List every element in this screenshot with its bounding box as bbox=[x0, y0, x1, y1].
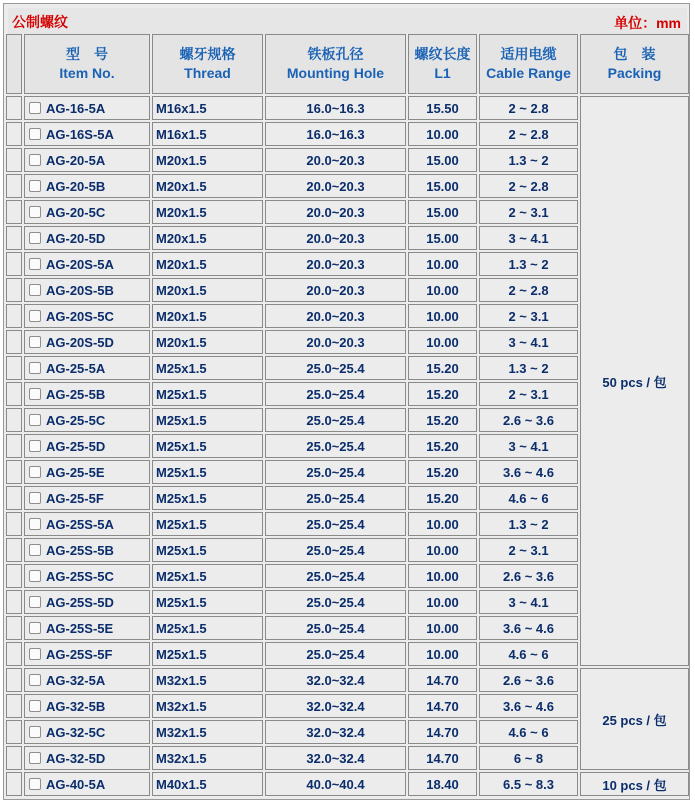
cable-range-cell: 6.5 ~ 8.3 bbox=[479, 772, 578, 796]
row-checkbox[interactable] bbox=[29, 544, 41, 556]
l1-cell: 10.00 bbox=[408, 538, 477, 562]
thread-cell: M25x1.5 bbox=[152, 616, 263, 640]
thread-cell: M25x1.5 bbox=[152, 564, 263, 588]
row-gutter bbox=[6, 200, 22, 224]
item-cell bbox=[24, 512, 150, 536]
cable-range-cell: 3.6 ~ 4.6 bbox=[479, 616, 578, 640]
mounting-hole-cell: 32.0~32.4 bbox=[265, 694, 406, 718]
row-gutter bbox=[6, 642, 22, 666]
item-number: AG-25-5B bbox=[46, 386, 106, 402]
cable-range-cell: 2 ~ 3.1 bbox=[479, 304, 578, 328]
thread-cell: M20x1.5 bbox=[152, 252, 263, 276]
l1-cell: 15.20 bbox=[408, 486, 477, 510]
table-row bbox=[6, 96, 689, 120]
item-cell bbox=[24, 694, 150, 718]
item-number: AG-20-5A bbox=[46, 152, 106, 168]
l1-cell: 14.70 bbox=[408, 746, 477, 770]
row-gutter bbox=[6, 174, 22, 198]
item-cell bbox=[24, 746, 150, 770]
mounting-hole-cell: 25.0~25.4 bbox=[265, 460, 406, 484]
item-number: AG-16S-5A bbox=[46, 126, 114, 142]
row-checkbox[interactable] bbox=[29, 388, 41, 400]
row-checkbox[interactable] bbox=[29, 726, 41, 738]
thread-cell: M25x1.5 bbox=[152, 408, 263, 432]
item-cell bbox=[24, 226, 150, 250]
item-number: AG-20-5D bbox=[46, 230, 106, 246]
row-checkbox[interactable] bbox=[29, 284, 41, 296]
packing-cell: 25 pcs / 包 bbox=[580, 668, 689, 770]
mounting-hole-cell: 20.0~20.3 bbox=[265, 148, 406, 172]
l1-cell: 10.00 bbox=[408, 252, 477, 276]
row-gutter bbox=[6, 772, 22, 796]
cable-range-cell: 2.6 ~ 3.6 bbox=[479, 408, 578, 432]
l1-cell: 15.20 bbox=[408, 356, 477, 380]
item-number: AG-20S-5B bbox=[46, 282, 114, 298]
item-cell bbox=[24, 200, 150, 224]
row-checkbox[interactable] bbox=[29, 102, 41, 114]
l1-cell: 10.00 bbox=[408, 278, 477, 302]
thread-cell: M25x1.5 bbox=[152, 356, 263, 380]
item-cell bbox=[24, 538, 150, 562]
packing-cell: 50 pcs / 包 bbox=[580, 96, 689, 666]
thread-cell: M25x1.5 bbox=[152, 434, 263, 458]
thread-cell: M20x1.5 bbox=[152, 148, 263, 172]
mounting-hole-cell: 16.0~16.3 bbox=[265, 122, 406, 146]
item-cell bbox=[24, 486, 150, 510]
cable-range-cell: 1.3 ~ 2 bbox=[479, 512, 578, 536]
row-gutter bbox=[6, 720, 22, 744]
item-cell bbox=[24, 642, 150, 666]
row-gutter bbox=[6, 616, 22, 640]
mounting-hole-cell: 25.0~25.4 bbox=[265, 408, 406, 432]
row-gutter bbox=[6, 252, 22, 276]
header-cable-range: 适用电缆 Cable Range bbox=[479, 34, 578, 94]
mounting-hole-cell: 20.0~20.3 bbox=[265, 252, 406, 276]
row-checkbox[interactable] bbox=[29, 492, 41, 504]
item-number: AG-20S-5C bbox=[46, 308, 114, 324]
row-gutter bbox=[6, 278, 22, 302]
item-cell bbox=[24, 434, 150, 458]
item-number: AG-25S-5D bbox=[46, 594, 114, 610]
thread-cell: M25x1.5 bbox=[152, 538, 263, 562]
row-gutter bbox=[6, 434, 22, 458]
mounting-hole-cell: 20.0~20.3 bbox=[265, 200, 406, 224]
product-table bbox=[4, 32, 691, 798]
mounting-hole-cell: 20.0~20.3 bbox=[265, 278, 406, 302]
cable-range-cell: 4.6 ~ 6 bbox=[479, 642, 578, 666]
thread-cell: M20x1.5 bbox=[152, 226, 263, 250]
row-gutter bbox=[6, 148, 22, 172]
item-cell bbox=[24, 616, 150, 640]
mounting-hole-cell: 25.0~25.4 bbox=[265, 642, 406, 666]
row-checkbox[interactable] bbox=[29, 752, 41, 764]
header-item-no: 型 号 Item No. bbox=[24, 34, 150, 94]
item-number: AG-20-5C bbox=[46, 204, 106, 220]
mounting-hole-cell: 25.0~25.4 bbox=[265, 564, 406, 588]
item-cell bbox=[24, 122, 150, 146]
row-gutter bbox=[6, 226, 22, 250]
thread-cell: M25x1.5 bbox=[152, 382, 263, 406]
item-cell bbox=[24, 252, 150, 276]
thread-cell: M20x1.5 bbox=[152, 278, 263, 302]
item-number: AG-16-5A bbox=[46, 100, 106, 116]
table-body bbox=[6, 96, 689, 796]
row-checkbox[interactable] bbox=[29, 154, 41, 166]
mounting-hole-cell: 20.0~20.3 bbox=[265, 330, 406, 354]
item-cell bbox=[24, 460, 150, 484]
cable-range-cell: 3 ~ 4.1 bbox=[479, 330, 578, 354]
cable-range-cell: 2 ~ 2.8 bbox=[479, 122, 578, 146]
item-number: AG-40-5A bbox=[46, 776, 106, 792]
item-number: AG-32-5B bbox=[46, 698, 106, 714]
l1-cell: 15.00 bbox=[408, 200, 477, 224]
thread-cell: M20x1.5 bbox=[152, 200, 263, 224]
item-number: AG-20S-5A bbox=[46, 256, 114, 272]
thread-cell: M32x1.5 bbox=[152, 668, 263, 692]
mounting-hole-cell: 32.0~32.4 bbox=[265, 720, 406, 744]
row-checkbox[interactable] bbox=[29, 518, 41, 530]
item-number: AG-25S-5A bbox=[46, 516, 114, 532]
cable-range-cell: 4.6 ~ 6 bbox=[479, 720, 578, 744]
row-gutter bbox=[6, 694, 22, 718]
thread-cell: M20x1.5 bbox=[152, 174, 263, 198]
l1-cell: 10.00 bbox=[408, 564, 477, 588]
mounting-hole-cell: 25.0~25.4 bbox=[265, 434, 406, 458]
item-number: AG-25S-5C bbox=[46, 568, 114, 584]
cable-range-cell: 2 ~ 2.8 bbox=[479, 96, 578, 120]
row-checkbox[interactable] bbox=[29, 336, 41, 348]
cable-range-cell: 1.3 ~ 2 bbox=[479, 148, 578, 172]
l1-cell: 14.70 bbox=[408, 694, 477, 718]
cable-range-cell: 3.6 ~ 4.6 bbox=[479, 694, 578, 718]
item-number: AG-25S-5B bbox=[46, 542, 114, 558]
row-checkbox[interactable] bbox=[29, 700, 41, 712]
item-cell bbox=[24, 564, 150, 588]
l1-cell: 10.00 bbox=[408, 122, 477, 146]
l1-cell: 15.00 bbox=[408, 174, 477, 198]
cable-range-cell: 1.3 ~ 2 bbox=[479, 252, 578, 276]
row-gutter bbox=[6, 382, 22, 406]
item-number: AG-25-5C bbox=[46, 412, 106, 428]
item-number: AG-20S-5D bbox=[46, 334, 114, 350]
item-cell bbox=[24, 148, 150, 172]
row-gutter bbox=[6, 590, 22, 614]
item-cell bbox=[24, 356, 150, 380]
packing-cell: 10 pcs / 包 bbox=[580, 772, 689, 796]
l1-cell: 15.50 bbox=[408, 96, 477, 120]
cable-range-cell: 3 ~ 4.1 bbox=[479, 434, 578, 458]
l1-cell: 14.70 bbox=[408, 720, 477, 744]
row-gutter bbox=[6, 486, 22, 510]
unit-label: 单位：mm bbox=[614, 15, 681, 31]
l1-cell: 10.00 bbox=[408, 330, 477, 354]
mounting-hole-cell: 20.0~20.3 bbox=[265, 304, 406, 328]
item-number: AG-25S-5E bbox=[46, 620, 114, 636]
thread-cell: M16x1.5 bbox=[152, 122, 263, 146]
thread-cell: M16x1.5 bbox=[152, 96, 263, 120]
mounting-hole-cell: 32.0~32.4 bbox=[265, 746, 406, 770]
mounting-hole-cell: 25.0~25.4 bbox=[265, 512, 406, 536]
thread-cell: M20x1.5 bbox=[152, 330, 263, 354]
row-checkbox[interactable] bbox=[29, 310, 41, 322]
mounting-hole-cell: 40.0~40.4 bbox=[265, 772, 406, 796]
thread-cell: M40x1.5 bbox=[152, 772, 263, 796]
thread-cell: M25x1.5 bbox=[152, 512, 263, 536]
cable-range-cell: 2 ~ 3.1 bbox=[479, 200, 578, 224]
item-number: AG-20-5B bbox=[46, 178, 106, 194]
thread-cell: M25x1.5 bbox=[152, 642, 263, 666]
l1-cell: 15.20 bbox=[408, 460, 477, 484]
row-gutter bbox=[6, 538, 22, 562]
item-number: AG-32-5C bbox=[46, 724, 106, 740]
l1-cell: 10.00 bbox=[408, 590, 477, 614]
row-gutter bbox=[6, 668, 22, 692]
cable-range-cell: 6 ~ 8 bbox=[479, 746, 578, 770]
row-gutter bbox=[6, 356, 22, 380]
cable-range-cell: 3.6 ~ 4.6 bbox=[479, 460, 578, 484]
cable-range-cell: 3 ~ 4.1 bbox=[479, 226, 578, 250]
l1-cell: 10.00 bbox=[408, 616, 477, 640]
row-checkbox[interactable] bbox=[29, 648, 41, 660]
row-checkbox[interactable] bbox=[29, 440, 41, 452]
table-row bbox=[6, 772, 689, 796]
row-checkbox[interactable] bbox=[29, 128, 41, 140]
mounting-hole-cell: 20.0~20.3 bbox=[265, 174, 406, 198]
l1-cell: 18.40 bbox=[408, 772, 477, 796]
item-cell bbox=[24, 382, 150, 406]
row-checkbox[interactable] bbox=[29, 206, 41, 218]
header-mounting-hole: 铁板孔径 Mounting Hole bbox=[265, 34, 406, 94]
row-checkbox[interactable] bbox=[29, 466, 41, 478]
l1-cell: 15.00 bbox=[408, 226, 477, 250]
table-header bbox=[6, 34, 689, 94]
thread-cell: M32x1.5 bbox=[152, 720, 263, 744]
item-cell bbox=[24, 174, 150, 198]
header-l1: 螺纹长度 L1 bbox=[408, 34, 477, 94]
row-gutter bbox=[6, 564, 22, 588]
row-checkbox[interactable] bbox=[29, 622, 41, 634]
item-number: AG-25S-5F bbox=[46, 646, 113, 662]
cable-range-cell: 2 ~ 3.1 bbox=[479, 382, 578, 406]
row-gutter bbox=[6, 408, 22, 432]
row-checkbox[interactable] bbox=[29, 232, 41, 244]
row-checkbox[interactable] bbox=[29, 674, 41, 686]
l1-cell: 10.00 bbox=[408, 642, 477, 666]
cable-range-cell: 3 ~ 4.1 bbox=[479, 590, 578, 614]
thread-cell: M25x1.5 bbox=[152, 590, 263, 614]
item-cell bbox=[24, 304, 150, 328]
l1-cell: 15.20 bbox=[408, 382, 477, 406]
thread-cell: M32x1.5 bbox=[152, 746, 263, 770]
cable-range-cell: 2.6 ~ 3.6 bbox=[479, 564, 578, 588]
l1-cell: 14.70 bbox=[408, 668, 477, 692]
item-number: AG-25-5F bbox=[46, 490, 104, 506]
row-checkbox[interactable] bbox=[29, 362, 41, 374]
mounting-hole-cell: 25.0~25.4 bbox=[265, 616, 406, 640]
row-checkbox[interactable] bbox=[29, 570, 41, 582]
cable-range-cell: 4.6 ~ 6 bbox=[479, 486, 578, 510]
row-gutter bbox=[6, 746, 22, 770]
mounting-hole-cell: 20.0~20.3 bbox=[265, 226, 406, 250]
section-title: 公制螺纹 bbox=[12, 14, 68, 30]
mounting-hole-cell: 25.0~25.4 bbox=[265, 356, 406, 380]
l1-cell: 15.20 bbox=[408, 434, 477, 458]
l1-cell: 10.00 bbox=[408, 512, 477, 536]
row-checkbox[interactable] bbox=[29, 596, 41, 608]
row-gutter bbox=[6, 304, 22, 328]
cable-range-cell: 2 ~ 3.1 bbox=[479, 538, 578, 562]
header-gutter bbox=[6, 34, 22, 94]
mounting-hole-cell: 16.0~16.3 bbox=[265, 96, 406, 120]
thread-cell: M25x1.5 bbox=[152, 460, 263, 484]
thread-cell: M20x1.5 bbox=[152, 304, 263, 328]
header-packing: 包 装 Packing bbox=[580, 34, 689, 94]
item-cell bbox=[24, 720, 150, 744]
row-checkbox[interactable] bbox=[29, 180, 41, 192]
row-gutter bbox=[6, 512, 22, 536]
item-cell bbox=[24, 772, 150, 796]
row-gutter bbox=[6, 330, 22, 354]
item-cell bbox=[24, 96, 150, 120]
mounting-hole-cell: 25.0~25.4 bbox=[265, 486, 406, 510]
header-thread: 螺牙规格 Thread bbox=[152, 34, 263, 94]
row-checkbox[interactable] bbox=[29, 258, 41, 270]
mounting-hole-cell: 25.0~25.4 bbox=[265, 538, 406, 562]
item-number: AG-25-5D bbox=[46, 438, 106, 454]
cable-range-cell: 2.6 ~ 3.6 bbox=[479, 668, 578, 692]
cable-range-cell: 2 ~ 2.8 bbox=[479, 278, 578, 302]
row-checkbox[interactable] bbox=[29, 414, 41, 426]
l1-cell: 15.20 bbox=[408, 408, 477, 432]
item-cell bbox=[24, 408, 150, 432]
row-gutter bbox=[6, 122, 22, 146]
l1-cell: 15.00 bbox=[408, 148, 477, 172]
l1-cell: 10.00 bbox=[408, 304, 477, 328]
row-gutter bbox=[6, 96, 22, 120]
item-cell bbox=[24, 330, 150, 354]
item-cell bbox=[24, 668, 150, 692]
item-number: AG-25-5E bbox=[46, 464, 105, 480]
thread-cell: M25x1.5 bbox=[152, 486, 263, 510]
title-bar bbox=[8, 8, 687, 34]
cable-range-cell: 2 ~ 2.8 bbox=[479, 174, 578, 198]
cable-range-cell: 1.3 ~ 2 bbox=[479, 356, 578, 380]
item-number: AG-32-5D bbox=[46, 750, 106, 766]
thread-cell: M32x1.5 bbox=[152, 694, 263, 718]
item-number: AG-25-5A bbox=[46, 360, 106, 376]
mounting-hole-cell: 25.0~25.4 bbox=[265, 382, 406, 406]
item-cell bbox=[24, 278, 150, 302]
item-cell bbox=[24, 590, 150, 614]
mounting-hole-cell: 32.0~32.4 bbox=[265, 668, 406, 692]
row-gutter bbox=[6, 460, 22, 484]
table-row bbox=[6, 668, 689, 692]
mounting-hole-cell: 25.0~25.4 bbox=[265, 590, 406, 614]
row-checkbox[interactable] bbox=[29, 778, 41, 790]
item-number: AG-32-5A bbox=[46, 672, 106, 688]
